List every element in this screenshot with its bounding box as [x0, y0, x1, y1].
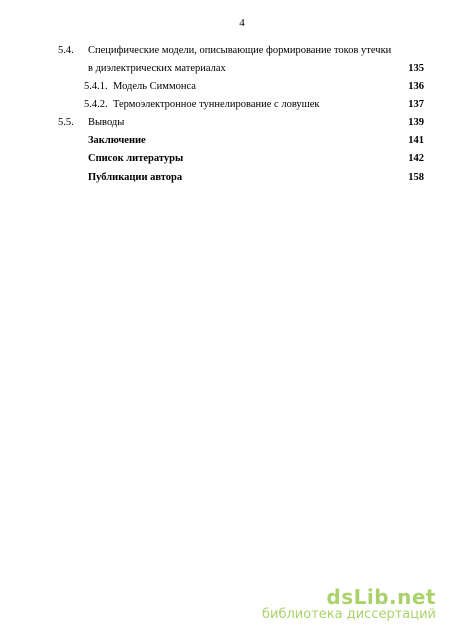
- toc-page: 158: [408, 172, 424, 183]
- watermark: [262, 585, 436, 622]
- toc-page: 135: [408, 63, 424, 74]
- toc-number: 5.5.: [58, 117, 74, 128]
- toc-title: Выводы: [88, 117, 125, 128]
- toc-title: Термоэлектронное туннелирование с ловушек: [113, 99, 320, 110]
- toc-title: в диэлектрических материалах: [88, 63, 226, 74]
- toc-title: Публикации автора: [88, 172, 183, 183]
- toc-number: 5.4.1.: [84, 81, 108, 92]
- toc-page: 137: [408, 99, 424, 110]
- watermark-subtitle: библиотека диссертаций: [262, 607, 436, 622]
- toc-entry-publications: [88, 172, 182, 184]
- toc-entry-conclusion: [88, 135, 146, 147]
- watermark-logo: dsLib.net: [326, 585, 436, 609]
- toc-number: 5.4.2.: [84, 99, 108, 110]
- toc-page: 136: [408, 81, 424, 92]
- page-number: 4: [239, 17, 245, 29]
- toc-page: 141: [408, 135, 424, 146]
- toc-number: 5.4.: [58, 45, 74, 56]
- toc-entry-5-4-continued: [88, 63, 226, 75]
- toc-title: Заключение: [88, 135, 146, 146]
- toc-title: Список литературы: [88, 153, 184, 164]
- toc-page: 142: [408, 153, 424, 164]
- toc-title: Модель Симмонса: [113, 81, 196, 92]
- toc-entry-references: [88, 153, 183, 165]
- toc-title: Специфические модели, описывающие формирование токов утечки: [88, 45, 392, 56]
- toc-page: 139: [408, 117, 424, 128]
